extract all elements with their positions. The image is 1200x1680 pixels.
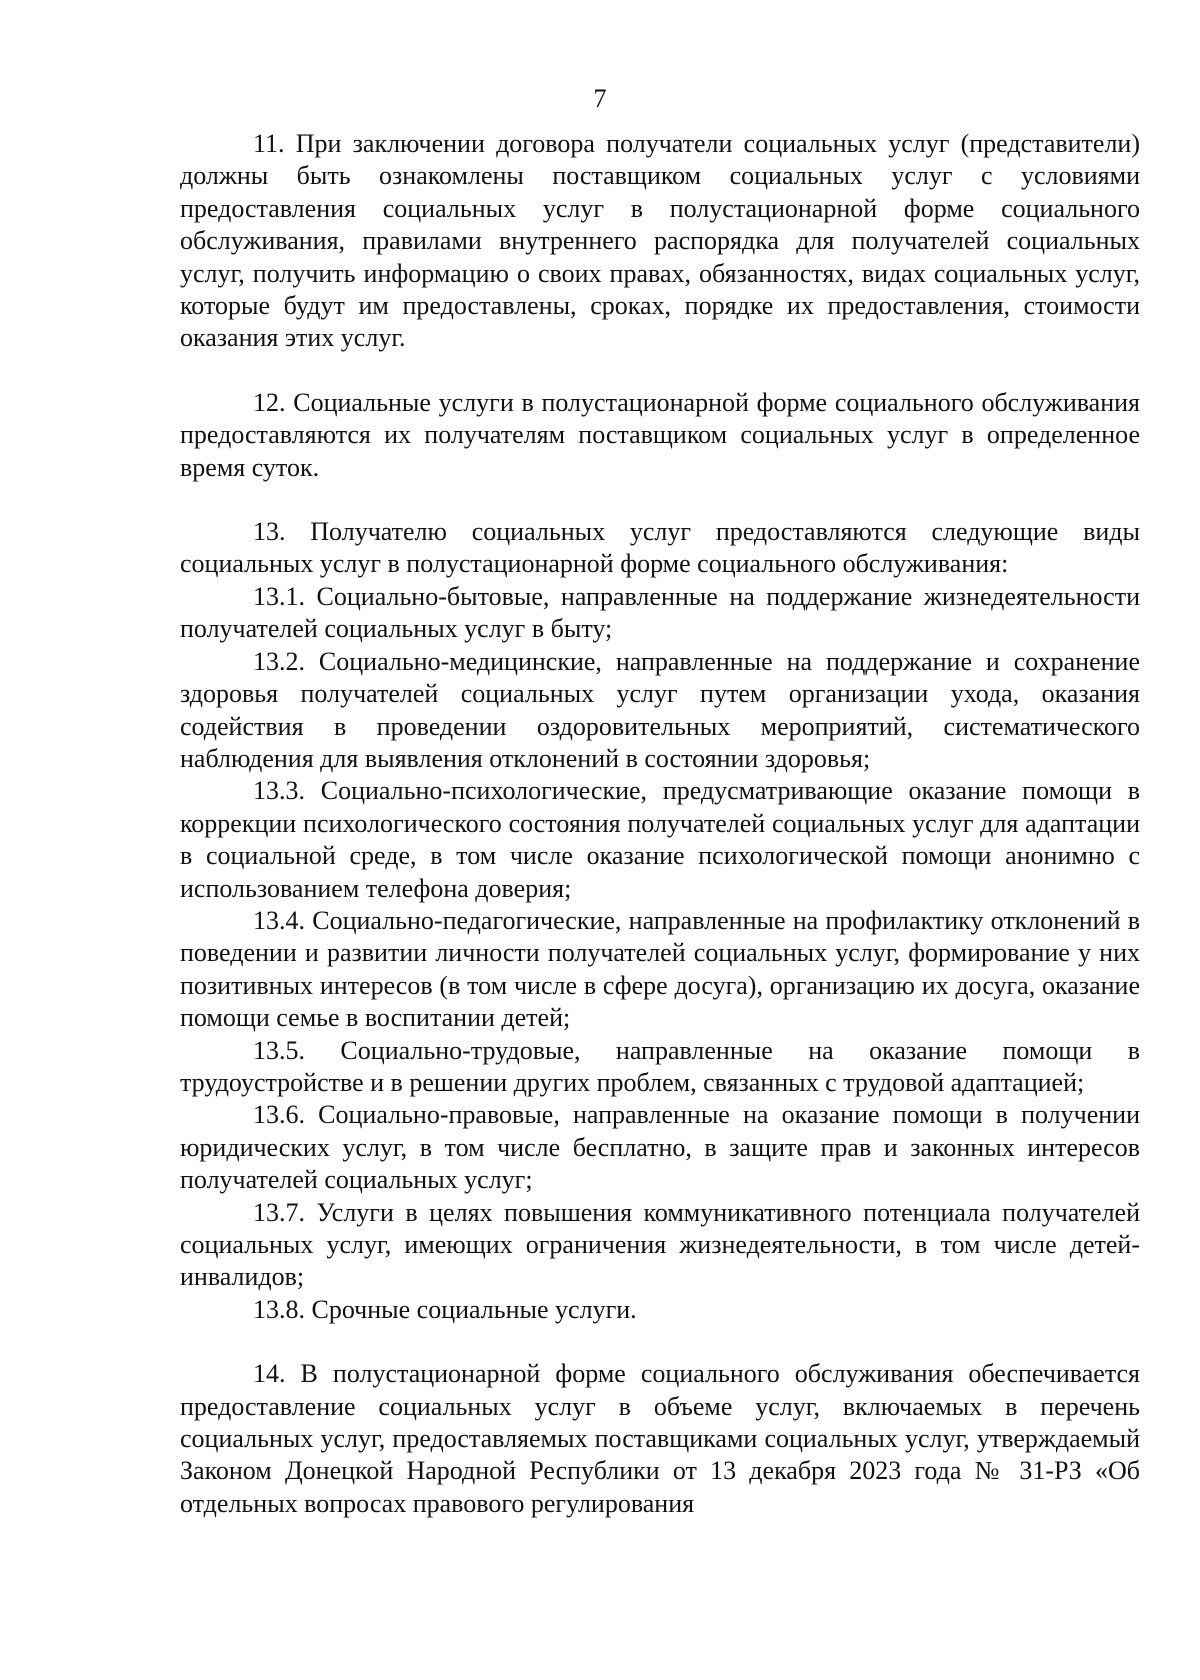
paragraph-13-6: 13.6. Социально-правовые, направленные на оказание помощи в получении юридических услуг, в том числе бесплатно, в защите прав и законных интересов получателей социальных услуг; [180,1100,1140,1195]
paragraph-12: 12. Социальные услуги в полустационарной форме социального обслуживания предоставляются их получателям поставщиком социальных услуг в определенное время суток. [180,387,1140,482]
paragraph-13-3: 13.3. Социально-психологические, предусматривающие оказание помощи в коррекции психологического состояния получателей социальных услуг для адаптации в социальной среде, в том числе оказание психологической помощи анонимно с использованием телефона доверия; [180,776,1140,903]
paragraph-11: 11. При заключении договора получатели социальных услуг (представители) должны быть ознакомлены поставщиком социальных услуг с условиями предоставления социальных услуг в полустационарной форме социального обслуживания, правилами внутреннего распорядка для получателей социальных услуг, получить информацию о своих правах, обязанностях, видах социальных услуг, которые будут им предоставлены, сроках, порядке их предоставления, стоимости оказания этих услуг. [180,129,1140,353]
paragraph-13-4: 13.4. Социально-педагогические, направленные на профилактику отклонений в поведении и развитии личности получателей социальных услуг, формирование у них позитивных интересов (в том числе в сфере досуга), организацию их досуга, оказание помощи семье в воспитании детей; [180,905,1140,1033]
document-body [180,128,1140,1520]
paragraph-13-7: 13.7. Услуги в целях повышения коммуникативного потенциала получателей социальных услуг, имеющих ограничения жизнедеятельности, в том числе детей-инвалидов; [180,1197,1140,1292]
paragraph-13-2: 13.2. Социально-медицинские, направленные на поддержание и сохранение здоровья получателей социальных услуг путем организации ухода, оказания содействия в проведении оздоровительных мероприятий, систематического наблюдения для выявления отклонений в состоянии здоровья; [180,646,1140,773]
paragraph-13: 13. Получателю социальных услуг предоставляются следующие виды социальных услуг в полустационарной форме социального обслуживания: [180,517,1140,579]
paragraph-13-5: 13.5. Социально-трудовые, направленные на оказание помощи в трудоустройстве и в решении других проблем, связанных с трудовой адаптацией; [180,1035,1140,1097]
paragraph-13-8: 13.8. Срочные социальные услуги. [253,1294,637,1324]
page-number: 7 [593,84,607,113]
paragraph-13-1: 13.1. Социально-бытовые, направленные на поддержание жизнедеятельности получателей социальных услуг в быту; [180,581,1140,644]
paragraph-14: 14. В полустационарной форме социального обслуживания обеспечивается предоставление социальных услуг в объеме услуг, включаемых в перечень социальных услуг, предоставляемых поставщиками социальных услуг, утверждаемый Законом Донецкой Народной Республики от 13 декабря 2023 года № 31-РЗ «Об отдельных вопросах правового регулирования [180,1359,1140,1518]
